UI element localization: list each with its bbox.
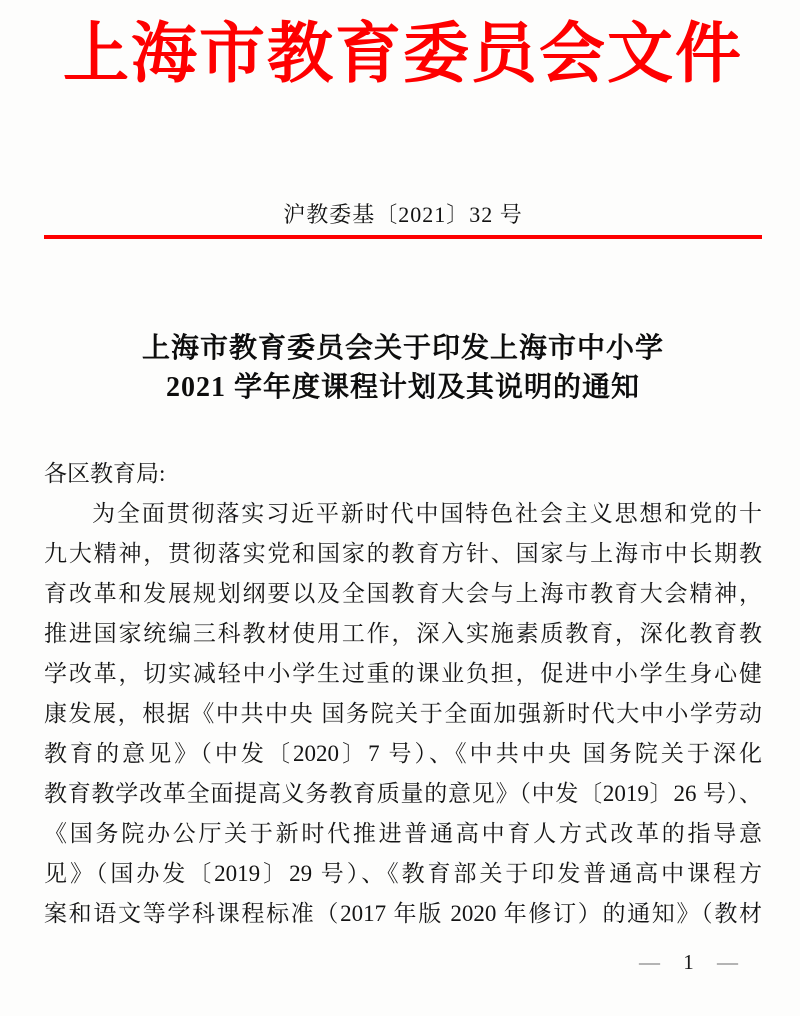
body-line: 九大精神，贯彻落实党和国家的教育方针、国家与上海市中长期教 [44, 540, 762, 566]
body-line: 康发展，根据《中共中央 国务院关于全面加强新时代大中小学劳动 [44, 700, 762, 726]
body-line: 育改革和发展规划纲要以及全国教育大会与上海市教育大会精神， [44, 580, 762, 606]
salutation: 各区教育局: [44, 460, 166, 486]
page-number-dash-left: — [639, 950, 662, 974]
body-line: 推进国家统编三科教材使用工作，深入实施素质教育，深化教育教 [44, 620, 762, 646]
body-line: 《国务院办公厅关于新时代推进普通高中育人方式改革的指导意 [44, 820, 762, 846]
document-number: 沪教委基〔2021〕32 号 [283, 201, 523, 227]
page-number-dash-right: — [717, 950, 740, 974]
document-title-line2: 2021 学年度课程计划及其说明的通知 [165, 371, 640, 403]
body-line: 见》（国办发〔2019〕29 号）、《教育部关于印发普通高中课程方 [44, 860, 762, 886]
document-header-title: 上海市教育委员会文件 [63, 18, 743, 91]
body-line: 教育教学改革全面提高义务教育质量的意见》（中发〔2019〕26 号）、 [44, 780, 762, 806]
document-body [44, 494, 762, 934]
red-divider-line [44, 235, 762, 239]
page-number [639, 947, 740, 977]
body-line: 学改革，切实减轻中小学生过重的课业负担，促进中小学生身心健 [44, 660, 762, 686]
body-line: 为全面贯彻落实习近平新时代中国特色社会主义思想和党的十 [92, 500, 762, 526]
page-number-value: 1 [683, 950, 696, 974]
body-line: 教育的意见》（中发〔2020〕7 号）、《中共中央 国务院关于深化 [44, 740, 763, 766]
body-line: 案和语文等学科课程标准（2017 年版 2020 年修订）的通知》（教材 [44, 900, 762, 926]
document-title-line1: 上海市教育委员会关于印发上海市中小学 [141, 332, 664, 364]
document-title [44, 329, 762, 407]
